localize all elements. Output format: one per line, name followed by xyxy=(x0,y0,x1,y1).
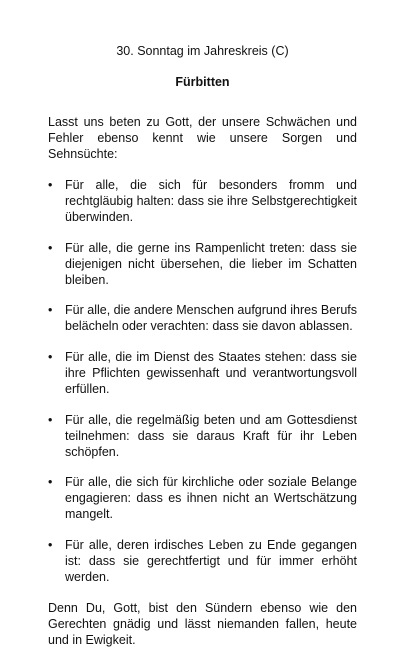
petition-text: Für alle, die andere Menschen aufgrund ihres Berufs belächeln oder verachten: dass sie davon ablassen. xyxy=(65,303,357,334)
document-title: Fürbitten xyxy=(175,75,230,89)
petition-text: Für alle, die sich für kirchliche oder soziale Belange engagieren: dass es ihnen nicht an Wertschätzung mangelt. xyxy=(65,475,357,522)
document-subtitle: 30. Sonntag im Jahreskreis (C) xyxy=(116,44,289,58)
bullet-icon: • xyxy=(48,538,53,553)
petition-text: Für alle, die im Dienst des Staates stehen: dass sie ihre Pflichten gewissenhaft und verantwortungsvoll erfüllen. xyxy=(65,350,357,397)
bullet-icon: • xyxy=(48,303,53,318)
bullet-icon: • xyxy=(48,475,53,490)
bullet-icon: • xyxy=(48,350,53,365)
petition-text: Für alle, die regelmäßig beten und am Gottesdienst teilnehmen: dass sie daraus Kraft für ihr Leben schöpfen. xyxy=(65,412,357,459)
petition-item xyxy=(48,412,357,460)
petition-text: Für alle, die sich für besonders fromm und rechtgläubig halten: dass sie ihre Selbstgerechtigkeit überwinden. xyxy=(65,178,357,224)
petition-list xyxy=(48,177,357,585)
bullet-icon: • xyxy=(48,178,53,192)
bullet-icon: • xyxy=(48,412,53,427)
closing-paragraph: Denn Du, Gott, bist den Sündern ebenso wie den Gerechten gnädig und lässt niemanden fallen, heute und in Ewigkeit. xyxy=(48,600,357,647)
intro-paragraph: Lasst uns beten zu Gott, der unsere Schwächen und Fehler ebenso kennt wie unsere Sorgen und Sehnsüchte: xyxy=(48,115,357,161)
petition-item xyxy=(48,537,357,585)
petition-text: Für alle, deren irdisches Leben zu Ende gegangen ist: dass sie gerechtfertigt und für immer erhöht werden. xyxy=(65,538,357,585)
petition-item xyxy=(48,349,357,397)
petition-text: Für alle, die gerne ins Rampenlicht treten: dass sie diejenigen nicht übersehen, die lieber im Schatten bleiben. xyxy=(65,240,357,287)
petition-item xyxy=(48,302,357,334)
petition-item xyxy=(48,177,357,225)
petition-item xyxy=(48,240,357,288)
bullet-icon: • xyxy=(48,240,53,255)
petition-item xyxy=(48,474,357,522)
